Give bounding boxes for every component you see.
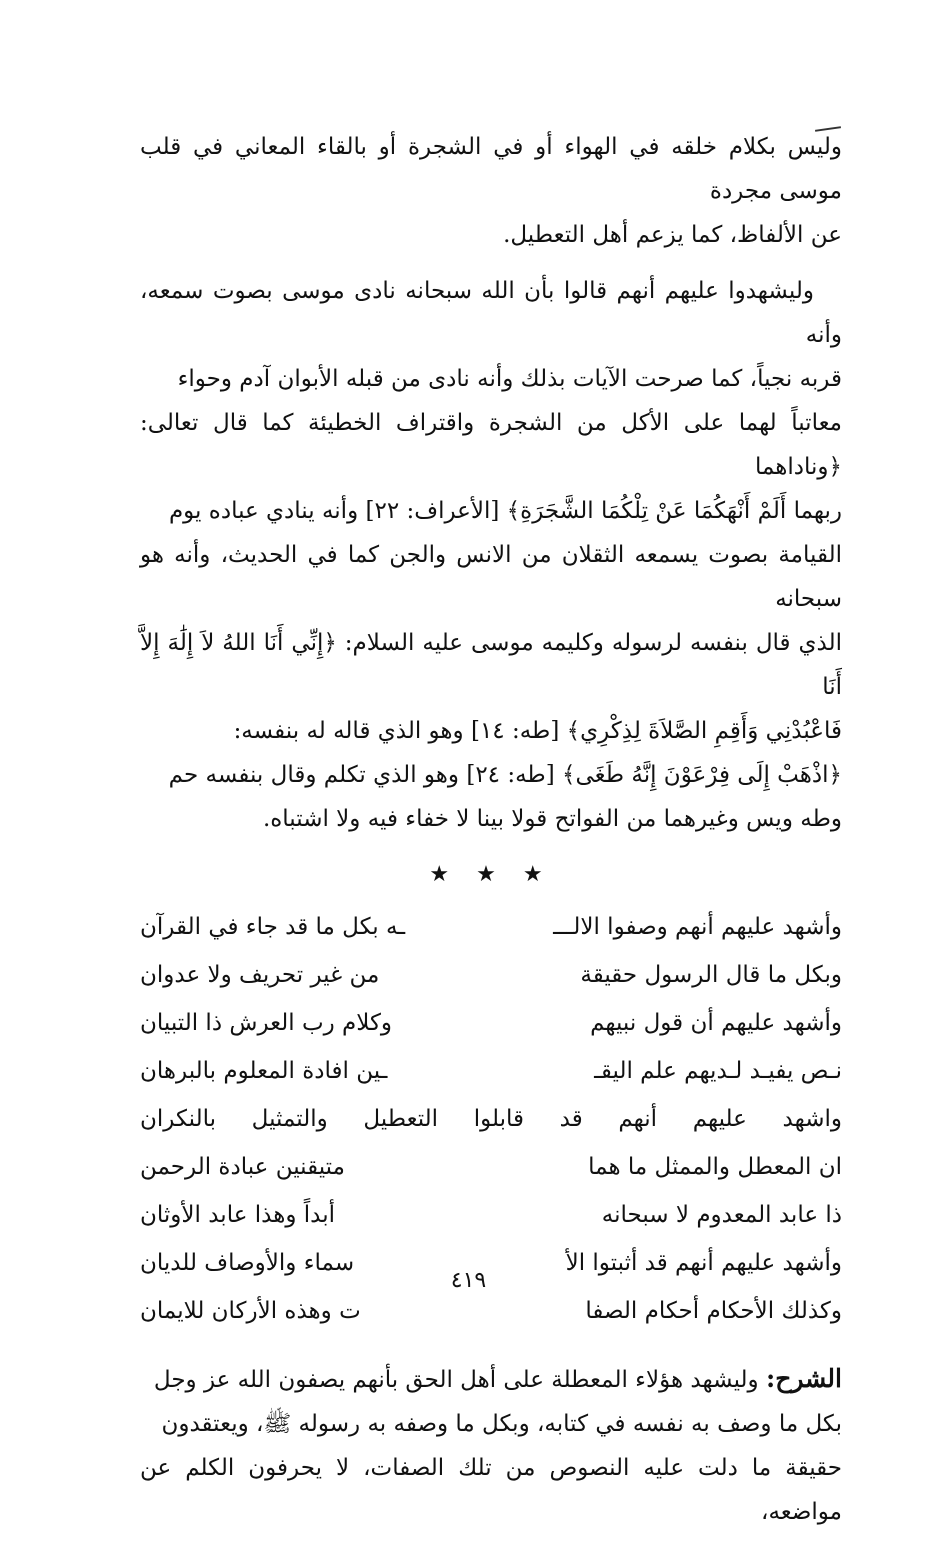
page-number: ٤١٩ [450,1268,487,1293]
verse-full-line: واشهد عليهم أنهم قد قابلوا التعطيل والتمثيل بالنكران [140,1106,842,1132]
poem-verse [140,903,842,951]
paragraph-line: وطه ويس وغيرهما من الفواتح قولا بينا لا خفاء فيه ولا اشتباه. [262,806,842,832]
verse-second-hemistich: ت وهذه الأركان للايمان [140,1298,361,1324]
paragraph-line: وليس بكلام خلقه في الهواء أو في الشجرة أو بالقاء المعاني في قلب موسى مجردة [140,134,842,204]
commentary [140,1357,842,1534]
paragraph-line: فَاعْبُدْنِي وَأَقِمِ الصَّلاَةَ لِذِكْرِي﴾ [طه: ١٤] وهو الذي قاله له بنفسه: [233,718,842,744]
poem-verse [140,1191,842,1239]
paragraph-line: ربهما أَلَمْ أَنْهَكُمَا عَنْ تِلْكُمَا الشَّجَرَةِ﴾ [الأعراف: ٢٢] وأنه ينادي عباده يوم [168,498,842,524]
poem-verse-full [140,1095,842,1143]
verse-second-hemistich: وكلام رب العرش ذا التبيان [140,1010,393,1036]
verse-first-hemistich: وبكل ما قال الرسول حقيقة [580,962,842,988]
verse-first-hemistich: وكذلك الأحكام أحكام الصفا [585,1298,842,1324]
paragraph-2 [140,269,842,841]
verse-second-hemistich: سماء والأوصاف للديان [140,1250,355,1276]
verse-second-hemistich: من غير تحريف ولا عدوان [140,962,380,988]
verse-second-hemistich: متيقنين عبادة الرحمن [140,1154,345,1180]
paragraph-line: بكل ما وصف به نفسه في كتابه، وبكل ما وصفه به رسوله ﷺ، ويعتقدون [161,1411,842,1437]
verse-first-hemistich: ذا عابد المعدوم لا سبحانه [601,1202,842,1228]
poem-verse [140,1143,842,1191]
section-separator: ★ ★ ★ [429,862,553,887]
paragraph-line: حقيقة ما دلت عليه النصوص من تلك الصفات، لا يحرفون الكلم عن مواضعه، [140,1455,842,1525]
paragraph-line: الذي قال بنفسه لرسوله وكليمه موسى عليه السلام: ﴿إِنِّي أَنَا اللهُ لاَ إِلَٰهَ إِلاَّ أَنَا [140,630,842,700]
commentary-label: الشرح: [765,1364,842,1393]
poem-verse [140,1287,842,1335]
paragraph-line: معاتباً لهما على الأكل من الشجرة واقتراف الخطيئة كما قال تعالى: ﴿وناداهما [140,410,842,480]
paragraph-line: قربه نجياً، كما صرحت الآيات بذلك وأنه نادى من قبله الأبوان آدم وحواء [177,366,842,392]
verse-second-hemistich: أبداً وهذا عابد الأوثان [140,1202,336,1228]
verse-first-hemistich: نـص يفيـد لـديهم علم اليقـ [594,1058,842,1084]
verse-first-hemistich: وأشهد عليهم أن قول نبيهم [590,1010,842,1036]
page-body [140,125,842,1546]
poem-verse [140,951,842,999]
paragraph-line: الشرح: وليشهد هؤلاء المعطلة على أهل الحق بأنهم يصفون الله عز وجل [153,1364,842,1393]
verse-second-hemistich: ـه بكل ما قد جاء في القرآن [140,914,406,940]
paragraph-line: ﴿اذْهَبْ إِلَى فِرْعَوْنَ إِنَّهُ طَغَى﴾ [طه: ٢٤] وهو الذي تكلم وقال بنفسه حم [168,762,842,788]
verse-first-hemistich: وأشهد عليهم أنهم قد أثبتوا الأ [565,1250,842,1276]
verse-first-hemistich: ان المعطل والممثل ما هما [588,1154,842,1180]
paragraph-line: عن الألفاظ، كما يزعم أهل التعطيل. [503,222,842,248]
verse-first-hemistich: وأشهد عليهم أنهم وصفوا الالـــ [553,914,842,940]
verse-second-hemistich: ـين افادة المعلوم بالبرهان [140,1058,388,1084]
poem-verse [140,999,842,1047]
poem-verse [140,1047,842,1095]
paragraph-line: القيامة بصوت يسمعه الثقلان من الانس والجن كما في الحديث، وأنه هو سبحانه [140,542,842,612]
paragraph-line: وليشهدوا عليهم أنهم قالوا بأن الله سبحانه نادى موسى بصوت سمعه، وأنه [140,278,842,348]
paragraph-1 [140,125,842,257]
